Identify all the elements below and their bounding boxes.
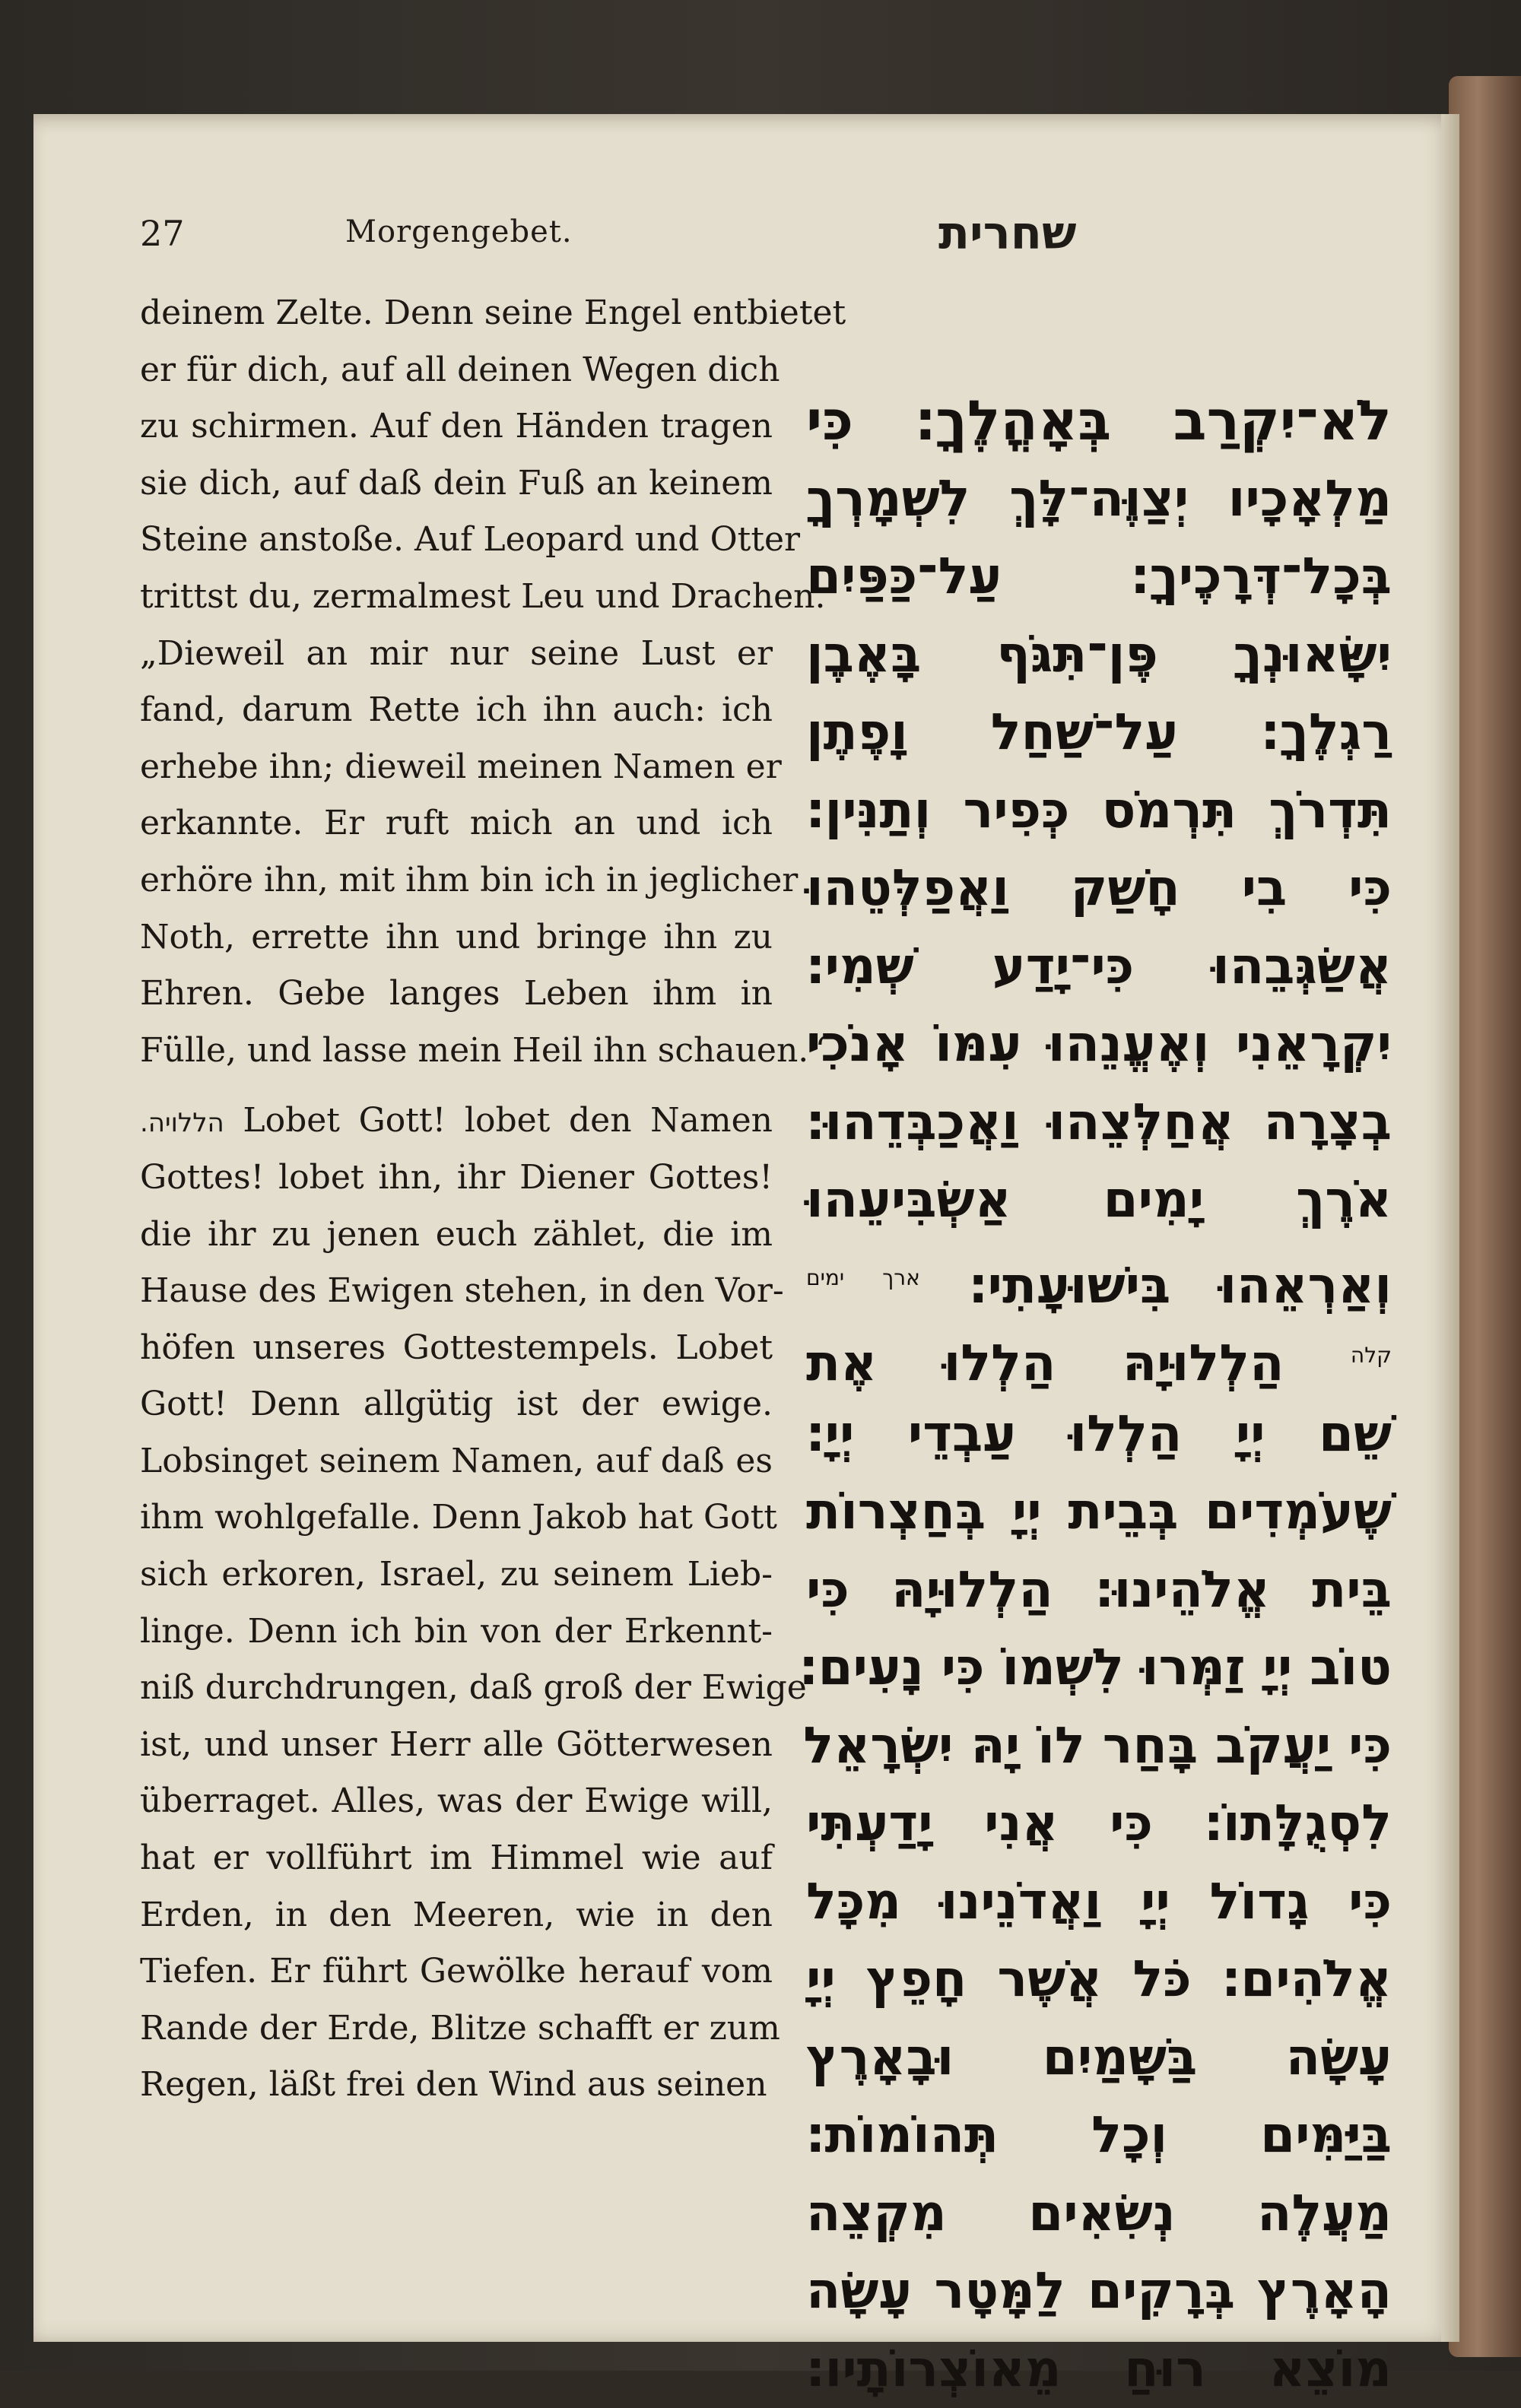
german-line: Fülle, und lasse mein Heil ihn schauen.“ xyxy=(140,1023,773,1080)
german-line: er für dich, auf all deinen Wegen dich xyxy=(140,342,773,399)
german-line: Hause des Ewigen stehen, in den Vor- xyxy=(140,1263,773,1320)
hebrew-line: לֹא־יִקְרַב בְּאָהֳלֶךָ׃ כִּי xyxy=(806,382,1392,460)
german-line: Steine anstoße. Auf Leopard und Otter xyxy=(140,512,773,569)
german-line: erhöre ihn, mit ihm bin ich in jeglicher xyxy=(140,852,773,909)
hebrew-line-with-note xyxy=(806,1317,1392,1395)
hebrew-line-text: הַלְלוּיָהּ הַלְלוּ אֶת xyxy=(806,1334,1284,1392)
german-line: Lobsinget seinem Namen, auf daß es xyxy=(140,1433,773,1490)
german-line: Rande der Erde, Blitze schafft er zum xyxy=(140,2000,773,2057)
german-line: fand, darum Rette ich ihn auch: ich xyxy=(140,682,773,739)
hebrew-line: אֹרֶךְ יָמִים אַשְׂבִּיעֵהוּ xyxy=(806,1161,1392,1239)
german-line: ist, und unser Herr alle Götterwesen xyxy=(140,1717,773,1774)
hebrew-line-with-note xyxy=(806,1239,1392,1318)
german-line: Tiefen. Er führt Gewölke herauf vom xyxy=(140,1943,773,2000)
german-line: hat er vollführt im Himmel wie auf xyxy=(140,1830,773,1887)
german-line: Gott! Denn allgütig ist der ewige. xyxy=(140,1376,773,1433)
hebrew-line: יִשָּׂאוּנְךָ פֶּן־תִּגֹּף בָּאֶבֶן xyxy=(806,616,1392,694)
hebrew-margin-note: ארך ימים xyxy=(806,1265,920,1290)
running-title: Morgengebet. xyxy=(345,214,573,249)
hebrew-line: בְצָרָה אֲחַלְּצֵהוּ וַאֲכַבְּדֵהוּ׃ xyxy=(806,1083,1392,1162)
german-translation-column xyxy=(140,285,773,2114)
book-spine-edge xyxy=(1449,76,1521,2357)
hebrew-running-title: שחרית xyxy=(938,207,1077,260)
hebrew-line: אֲשַׂגְּבֵהוּ כִּי־יָדַע שְׁמִי׃ xyxy=(806,928,1392,1006)
page-number: 27 xyxy=(140,213,185,254)
inline-hebrew-word: הללויה. xyxy=(140,1108,224,1138)
hebrew-margin-note: קלה xyxy=(1351,1343,1392,1368)
german-line: erkannte. Er ruft mich an und ich xyxy=(140,795,773,852)
hebrew-line: יִקְרָאֵנִי וְאֶעֱנֵהוּ עִמּוֹ אָנֹכִי xyxy=(806,1005,1392,1083)
hebrew-line: עָשָׂה בַּשָּׁמַיִם וּבָאָרֶץ xyxy=(806,2019,1392,2097)
hebrew-line: לִסְגֻלָּתוֹ׃ כִּי אֲנִי יָדַעְתִּי xyxy=(806,1785,1392,1863)
hebrew-line: כִּי בִי חָשַׁק וַאֲפַלְּטֵהוּ xyxy=(806,849,1392,928)
german-line: trittst du, zermalmest Leu und Drachen. xyxy=(140,569,773,626)
german-line: die ihr zu jenen euch zählet, die im xyxy=(140,1207,773,1264)
german-line-text: Lobet Gott! lobet den Namen xyxy=(224,1101,773,1140)
hebrew-line: תִּדְרֹךְ תִּרְמֹס כְּפִיר וְתַנִּין׃ xyxy=(806,772,1392,850)
german-line: linge. Denn ich bin von der Erkennt- xyxy=(140,1604,773,1661)
hebrew-text-column xyxy=(806,382,1392,2408)
page-header xyxy=(33,213,1454,266)
hebrew-line: אֱלֹהִים׃ כֹּל אֲשֶׁר חָפֵץ יְיָ xyxy=(806,1940,1392,2019)
german-line: Erden, in den Meeren, wie in den xyxy=(140,1887,773,1944)
german-line: Ehren. Gebe langes Leben ihm in xyxy=(140,966,773,1023)
german-line: erhebe ihn; dieweil meinen Namen er xyxy=(140,739,773,796)
german-line: „Dieweil an mir nur seine Lust er xyxy=(140,626,773,683)
german-line: deinem Zelte. Denn seine Engel entbietet xyxy=(140,285,773,342)
german-line: zu schirmen. Auf den Händen tragen xyxy=(140,398,773,455)
hebrew-line: מַעֲלֶה נְשִׂאִים מִקְצֵה xyxy=(806,2175,1392,2253)
page-edge xyxy=(1441,114,1459,2342)
hebrew-line: כִּי גָדוֹל יְיָ וַאֲדֹנֵינוּ מִכָּל xyxy=(806,1863,1392,1941)
hebrew-line: בֵּית אֱלֹהֵינוּ׃ הַלְלוּיָהּ כִּי xyxy=(806,1551,1392,1629)
hebrew-line: כִּי יַעֲקֹב בָּחַר לוֹ יָהּ יִשְׂרָאֵל xyxy=(806,1707,1392,1785)
hebrew-line: בְּכָל־דְּרָכֶיךָ׃ עַל־כַּפַּיִם xyxy=(806,538,1392,616)
german-line-para-start xyxy=(140,1093,773,1150)
german-line: sich erkoren, Israel, zu seinem Lieb- xyxy=(140,1547,773,1604)
hebrew-line: מַלְאָכָיו יְצַוֶּה־לָּךְ לִשְׁמָרְךָ xyxy=(806,460,1392,538)
german-line: Noth, errette ihn und bringe ihn zu xyxy=(140,909,773,966)
german-line: niß durchdrungen, daß groß der Ewige xyxy=(140,1660,773,1717)
hebrew-line-text: וְאַרְאֵהוּ בִּישׁוּעָתִי׃ xyxy=(969,1256,1392,1315)
hebrew-line: טוֹב יְיָ זַמְּרוּ לִשְׁמוֹ כִּי נָעִים׃ xyxy=(806,1629,1392,1707)
hebrew-line: בַּיַּמִּים וְכָל תְּהוֹמוֹת׃ xyxy=(806,2096,1392,2175)
hebrew-line: מוֹצֵא רוּחַ מֵאוֹצְרוֹתָיו׃ xyxy=(806,2330,1392,2408)
german-line: überraget. Alles, was der Ewige will, xyxy=(140,1773,773,1830)
german-line: Gottes! lobet ihn, ihr Diener Gottes! xyxy=(140,1150,773,1207)
german-line: sie dich, auf daß dein Fuß an keinem xyxy=(140,455,773,512)
hebrew-line: רַגְלֶךָ׃ עַל־שַׁחַל וָפֶתֶן xyxy=(806,693,1392,772)
book-page xyxy=(33,114,1454,2342)
german-line: ihm wohlgefalle. Denn Jakob hat Gott xyxy=(140,1490,773,1547)
hebrew-line: שֵׁם יְיָ הַלְלוּ עַבְדֵי יְיָ׃ xyxy=(806,1395,1392,1474)
german-line: höfen unseres Gottestempels. Lobet xyxy=(140,1320,773,1377)
german-line: Regen, läßt frei den Wind aus seinen xyxy=(140,2057,773,2114)
hebrew-line: הָאָרֶץ בְּרָקִים לַמָּטָר עָשָׂה xyxy=(806,2252,1392,2330)
hebrew-line: שֶׁעֹמְדִים בְּבֵית יְיָ בְּחַצְרוֹת xyxy=(806,1473,1392,1551)
